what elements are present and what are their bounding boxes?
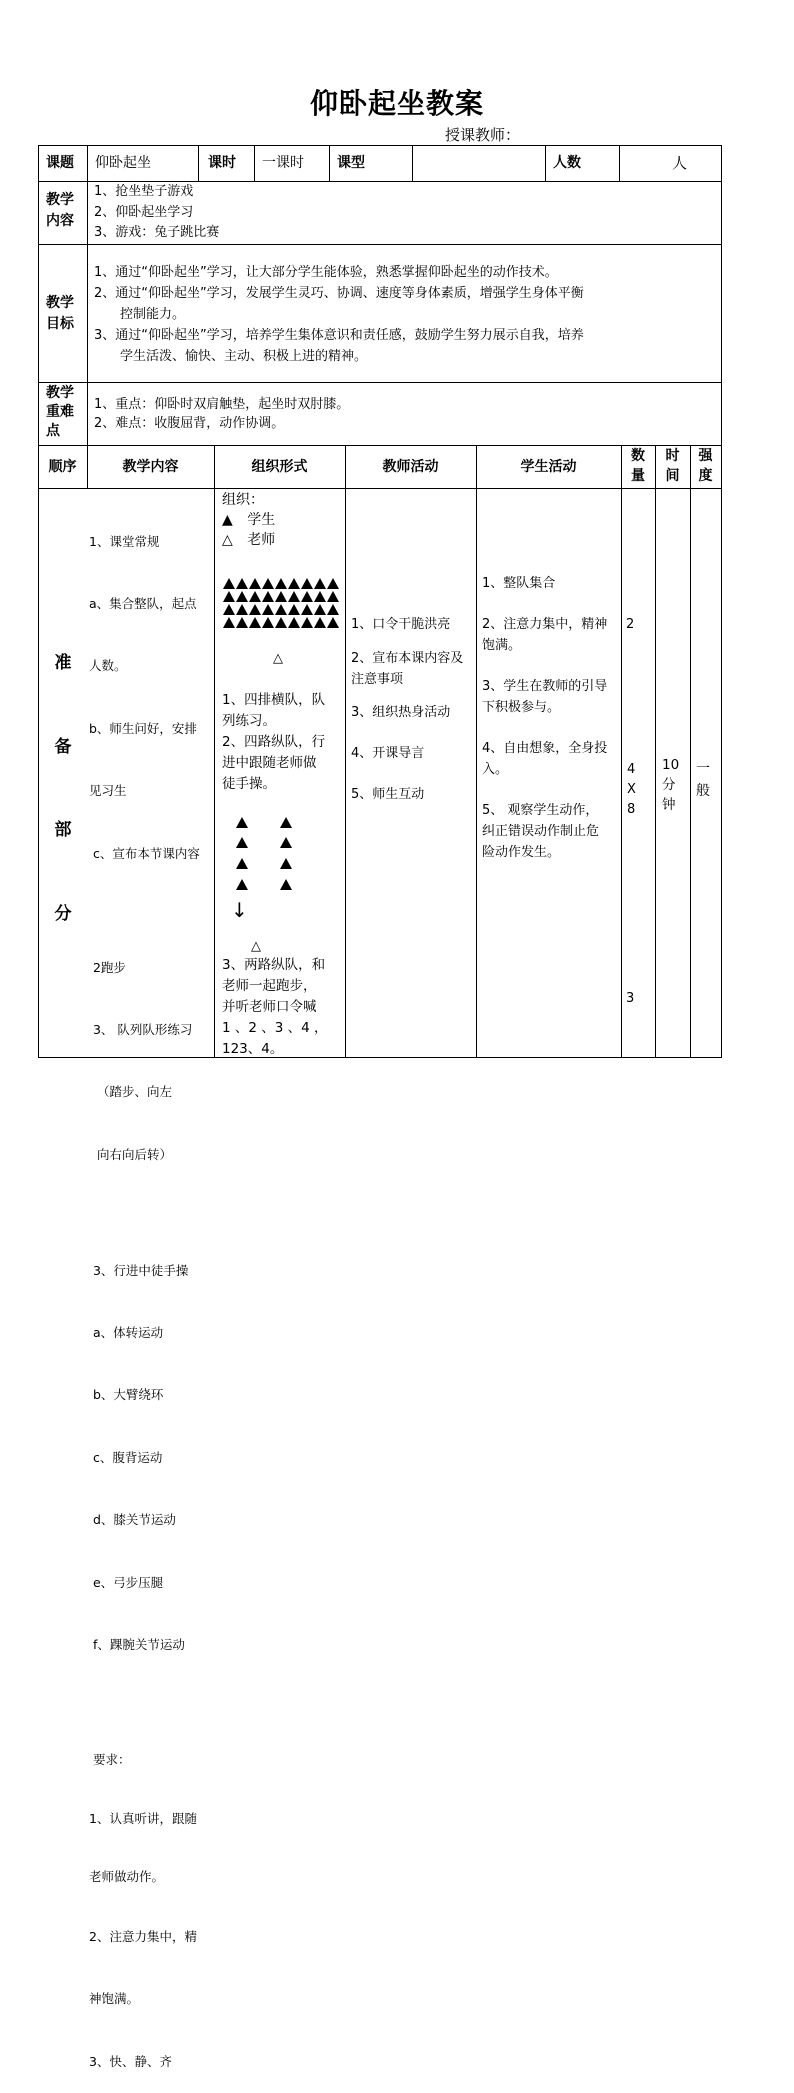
list-item: 2、注意力集中，精 — [89, 1928, 197, 1944]
quantity-3: 3 — [626, 991, 635, 1006]
list-item: 纠正错误动作制止危 — [482, 824, 600, 839]
teacher-label: 授课教师： — [445, 126, 521, 144]
org-legend-student-label: 学生 — [247, 512, 276, 528]
list-item: d、膝关节运动 — [89, 1512, 176, 1528]
quantity-1: 2 — [626, 617, 635, 632]
student-marker — [249, 617, 261, 628]
key-points-label-1: 教学 — [46, 385, 74, 401]
header-intensity — [690, 446, 721, 486]
list-item — [89, 1207, 213, 1219]
student-marker — [288, 617, 300, 628]
student-marker — [288, 578, 300, 589]
student-icon: ▲ — [222, 512, 233, 528]
student-marker — [327, 604, 339, 615]
count-unit: 人 — [672, 154, 688, 172]
header-time-1: 时 — [665, 448, 680, 464]
count-label: 人数 — [553, 155, 581, 171]
header-quantity-1: 数 — [631, 448, 645, 464]
student-marker — [301, 604, 313, 615]
quantity-2 — [627, 760, 636, 820]
teacher-activities — [351, 614, 475, 805]
header-student-activity: 学生活动 — [520, 459, 577, 475]
goals-label-2: 目标 — [46, 316, 74, 332]
org-legend-teacher — [222, 530, 275, 551]
org-text-2 — [222, 955, 344, 1060]
time-unit-1: 分 — [662, 777, 676, 793]
list-item: 徒手操。 — [222, 776, 276, 792]
time-unit-2: 钟 — [662, 797, 676, 813]
section-label-2: 备 — [54, 737, 72, 757]
student-marker — [301, 591, 313, 602]
time-number: 10 — [662, 757, 680, 773]
list-item: 5、 观察学生动作， — [482, 803, 599, 818]
student-marker — [275, 591, 287, 602]
topic-value: 仰卧起坐 — [95, 155, 151, 171]
list-item: e、弓步压腿 — [89, 1574, 164, 1590]
student-marker — [301, 578, 313, 589]
list-item: b、师生问好，安排 — [89, 720, 197, 736]
list-item: a、体转运动 — [89, 1325, 164, 1341]
student-marker — [327, 617, 339, 628]
student-marker — [236, 817, 248, 828]
content-label-1: 教学 — [46, 192, 74, 208]
two-column-formation — [236, 817, 296, 895]
student-marker — [236, 617, 248, 628]
student-marker — [327, 591, 339, 602]
list-item: 3、 队列队形练习 — [89, 1021, 193, 1037]
org-text-1 — [222, 690, 344, 795]
student-marker — [236, 604, 248, 615]
time-value — [662, 755, 679, 815]
list-item: 3、学生在教师的引导 — [482, 679, 608, 694]
list-item: 老师一起跑步， — [222, 978, 317, 994]
content-list — [94, 182, 219, 244]
student-activities — [482, 573, 620, 863]
header-time — [655, 446, 690, 486]
list-item: 1 、2 、3 、4 ， — [222, 1020, 328, 1036]
list-item: f、踝腕关节运动 — [89, 1637, 185, 1653]
intensity-2: 般 — [696, 783, 710, 799]
student-marker — [236, 591, 248, 602]
list-item: 1、口令干脆洪亮 — [351, 617, 451, 632]
list-item: 进中跟随老师做 — [222, 755, 317, 771]
list-item — [89, 1697, 213, 1709]
quantity-2-b: 8 — [627, 802, 636, 817]
student-marker — [223, 604, 235, 615]
list-item: 1、认真听讲，跟随 — [89, 1810, 197, 1826]
student-marker — [223, 617, 235, 628]
list-item: 3、快、静、齐 — [89, 2053, 172, 2069]
quantity-2-x: X — [627, 782, 636, 797]
list-item: 1、四排横队，队 — [222, 692, 326, 708]
list-item: 5、师生互动 — [351, 787, 425, 802]
arrow-down-icon: ↓ — [231, 898, 248, 922]
list-item — [89, 906, 213, 916]
list-item: 1、抢坐垫子游戏 — [94, 184, 194, 199]
period-label: 课时 — [208, 155, 236, 171]
goals-list — [94, 262, 718, 367]
key-points-label-2: 重难 — [46, 404, 74, 420]
student-marker — [262, 604, 274, 615]
teaching-content-list — [89, 490, 213, 2093]
list-item: 3、游戏：兔子跳比赛 — [94, 225, 220, 240]
header-intensity-2: 度 — [698, 468, 713, 484]
student-marker — [280, 817, 292, 828]
list-item: 学生活泼、愉快、主动、积极上进的精神。 — [120, 349, 368, 364]
content-label-2: 内容 — [46, 213, 74, 229]
student-marker — [275, 617, 287, 628]
list-item: 见习生 — [89, 783, 127, 799]
type-label: 课型 — [337, 155, 365, 171]
list-item: 2跑步 — [89, 959, 126, 975]
org-intro: 组织： — [222, 492, 264, 508]
student-marker — [249, 604, 261, 615]
list-item: 2、难点：收腹屈背，动作协调。 — [94, 416, 285, 431]
org-legend-student — [222, 510, 275, 531]
header-content: 教学内容 — [122, 459, 179, 475]
student-marker — [275, 578, 287, 589]
student-marker — [314, 617, 326, 628]
list-item: 控制能力。 — [120, 307, 186, 322]
list-item: 4、开课导言 — [351, 746, 425, 761]
list-item: 人数。 — [89, 658, 127, 674]
student-marker — [301, 617, 313, 628]
student-marker — [275, 604, 287, 615]
header-organization: 组织形式 — [251, 459, 308, 475]
formation-grid — [223, 578, 338, 632]
teacher-icon: △ — [222, 532, 233, 548]
list-item: 1、重点：仰卧时双肩触垫，起坐时双肘膝。 — [94, 397, 350, 412]
header-time-2: 间 — [665, 468, 680, 484]
list-item: 饱满。 — [482, 638, 522, 653]
section-label-4: 分 — [54, 904, 72, 924]
list-item: 险动作发生。 — [482, 845, 561, 860]
list-item: 并听老师口令喊 — [222, 999, 317, 1015]
student-marker — [249, 578, 261, 589]
list-item: 3、通过“仰卧起坐”学习，培养学生集体意识和责任感，鼓励学生努力展示自我，培养 — [94, 328, 584, 343]
student-marker — [280, 837, 292, 848]
topic-label: 课题 — [46, 155, 74, 171]
student-marker — [280, 858, 292, 869]
list-item: 2、四路纵队，行 — [222, 734, 326, 750]
student-marker — [327, 578, 339, 589]
list-item: 入。 — [482, 762, 509, 777]
list-item: 神饱满。 — [89, 1991, 140, 2007]
student-marker — [262, 578, 274, 589]
list-item: 3、两路纵队，和 — [222, 957, 326, 973]
student-marker — [280, 879, 292, 890]
list-item: 123、4。 — [222, 1041, 284, 1057]
goals-label-1: 教学 — [46, 295, 74, 311]
key-points-list — [94, 395, 349, 433]
list-item: 3、组织热身活动 — [351, 705, 451, 720]
list-item: 1、通过“仰卧起坐”学习，让大部分学生能体验，熟悉掌握仰卧起坐的动作技术。 — [94, 265, 558, 280]
intensity-value — [696, 758, 710, 802]
list-item: 下积极参与。 — [482, 700, 561, 715]
list-item: 2、注意力集中，精神 — [482, 617, 608, 632]
header-intensity-1: 强 — [698, 448, 713, 464]
list-item: 要求： — [89, 1752, 131, 1768]
list-item: 列练习。 — [222, 713, 276, 729]
list-item: 1、课堂常规 — [89, 533, 160, 549]
student-marker — [236, 879, 248, 890]
list-item: 3、行进中徒手操 — [89, 1262, 189, 1278]
student-marker — [262, 591, 274, 602]
student-marker — [223, 578, 235, 589]
list-item: 1、整队集合 — [482, 576, 556, 591]
teacher-marker: △ — [251, 939, 261, 954]
intensity-1: 一 — [696, 761, 710, 777]
key-points-label — [46, 384, 74, 441]
list-item: c、宣布本节课内容 — [89, 845, 200, 861]
section-label-1: 准 — [54, 653, 72, 673]
header-quantity — [621, 446, 655, 486]
teacher-marker: △ — [273, 651, 283, 666]
student-marker — [236, 837, 248, 848]
student-marker — [288, 591, 300, 602]
header-teacher-activity: 教师活动 — [382, 459, 439, 475]
list-item: 向右向后转） — [89, 1146, 172, 1162]
list-item: 2、宣布本课内容及 — [351, 651, 464, 666]
key-points-label-3: 点 — [46, 423, 60, 439]
student-marker — [314, 591, 326, 602]
section-label-3: 部 — [54, 820, 72, 840]
student-marker — [223, 591, 235, 602]
student-marker — [314, 578, 326, 589]
list-item: 2、通过“仰卧起坐”学习，发展学生灵巧、协调、速度等身体素质，增强学生身体平衡 — [94, 286, 584, 301]
org-legend-teacher-label: 老师 — [247, 532, 276, 548]
student-marker — [262, 617, 274, 628]
list-item: c、腹背运动 — [89, 1449, 163, 1465]
student-marker — [249, 591, 261, 602]
list-item: 注意事项 — [351, 672, 404, 687]
student-marker — [236, 858, 248, 869]
header-quantity-2: 量 — [631, 468, 645, 484]
list-item: 2、仰卧起坐学习 — [94, 204, 194, 220]
list-item: b、大臂绕环 — [89, 1387, 164, 1403]
list-item: a、集合整队，起点 — [89, 595, 197, 611]
list-item: 4、自由想象，全身投 — [482, 741, 608, 756]
student-marker — [314, 604, 326, 615]
list-item: （踏步、向左 — [89, 1084, 172, 1100]
quantity-2-a: 4 — [627, 762, 636, 777]
student-marker — [236, 578, 248, 589]
student-marker — [288, 604, 300, 615]
page-title: 仰卧起坐教案 — [309, 87, 484, 120]
list-item: 老师做动作。 — [89, 1869, 165, 1885]
period-value: 一课时 — [262, 155, 304, 171]
header-order: 顺序 — [48, 459, 77, 475]
